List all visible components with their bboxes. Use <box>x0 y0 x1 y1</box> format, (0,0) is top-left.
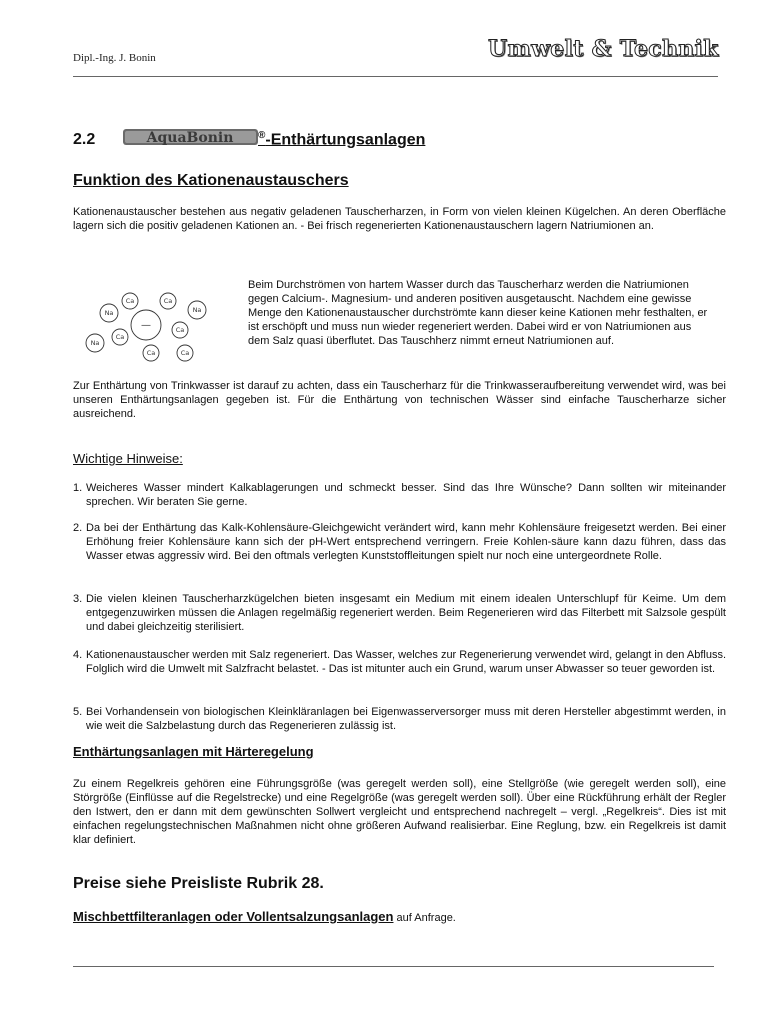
drinking-water-note: Zur Enthärtung von Trinkwasser ist darauf zu achten, dass ein Tauscherharz für die Trinkwasseraufbereitung verwendet wird, was bei unseren Enthärtungsanlagen gegeben ist. Für die Enthärtung von technischen Wässer sind einfache Tauscherharze sicher ausreichend. <box>73 380 726 420</box>
hint-item <box>73 648 726 676</box>
ion-label: Ca <box>125 297 135 305</box>
mixed-bed-title: Mischbettfilteranlagen oder Vollentsalzungsanlagen <box>73 909 394 924</box>
section-title <box>73 124 425 149</box>
hint-item <box>73 481 726 509</box>
function-intro: Kationenaustauscher bestehen aus negativ geladenen Tauscherharzen, in Form von vielen kleinen Kügelchen. An deren Oberfläche lagern sich die positiv geladenen Kationen an. - Bei frisch regenerierten Kationenaustauschern lagern Natriumionen an. <box>73 206 726 232</box>
function-heading: Funktion des Kationenaustauschers <box>73 172 349 189</box>
header-divider <box>73 76 718 77</box>
ion-label: Na <box>192 306 202 314</box>
hint-text: Kationenaustauscher werden mit Salz regeneriert. Das Wasser, welches zur Regenerierung verwendet wird, gelangt in den Abfluss. Folglich wird die Umwelt mit Salzfracht belastet. - Das ist mitunter auch ein Grund, warum unser Abwasser so teuer geworden ist. <box>86 649 726 675</box>
hint-number: 3. <box>73 593 83 605</box>
hint-number: 5. <box>73 706 83 718</box>
ion-exchange-diagram <box>73 275 221 373</box>
center-symbol: — <box>141 320 151 331</box>
aquabonin-logo <box>123 127 258 147</box>
hint-item <box>73 521 726 563</box>
hint-item <box>73 592 726 634</box>
ion-label: Ca <box>163 297 173 305</box>
hint-number: 4. <box>73 649 83 661</box>
ion-label: Ca <box>180 349 190 357</box>
registered-mark: ® <box>258 129 266 141</box>
prices-heading: Preise siehe Preisliste Rubrik 28. <box>73 875 324 892</box>
ion-label: Na <box>90 339 100 347</box>
ion-label: Ca <box>175 326 185 334</box>
hint-text: Die vielen kleinen Tauscherharzkügelchen bieten insgesamt ein Medium mit einem idealen Unterschlupf für Keime. Um dem entgegenzuwirken müssen die Anlagen regelmäßig regeneriert werden. Beim Regenerieren wird das Filterbett mit Salzsole gespült und dabei gleichzeitig sterilisiert. <box>86 593 726 633</box>
hint-item <box>73 705 726 733</box>
author-label: Dipl.-Ing. J. Bonin <box>73 52 156 64</box>
ion-label: Na <box>104 309 114 317</box>
section-title-rest: -Enthärtungsanlagen <box>265 131 426 148</box>
hint-number: 2. <box>73 522 83 534</box>
ion-label: Ca <box>115 333 125 341</box>
ion-label: Ca <box>146 349 156 357</box>
mixed-bed-line <box>73 908 456 926</box>
logo-text: AquaBonin <box>146 130 234 146</box>
section-number: 2.2 <box>73 131 96 148</box>
exchange-description: Beim Durchströmen von hartem Wasser durch das Tauscherharz werden die Natriumionen gegen Calcium-. Magnesium- und anderen positiven ausgetauscht. Nachdem eine gewisse Menge den Kationenaustauscher durchströmte kann dieser keine Kationen mehr festhalten, er ist erschöpft und muss nun wieder regeneriert werden. Dabei wird er von Natriumionen aus dem Salz quasi überflutet. Das Tauschherz nimmt erneut Natriumionen auf. <box>248 279 708 347</box>
footer-divider <box>73 966 714 967</box>
hint-number: 1. <box>73 482 83 494</box>
mixed-bed-suffix: auf Anfrage. <box>393 912 456 924</box>
regelung-text: Zu einem Regelkreis gehören eine Führungsgröße (was geregelt werden soll), eine Stellgröße (wie geregelt werden soll), eine Störgröße (Einflüsse auf die Regelstrecke) und eine Regelgröße (was geregelt werden soll). Über eine Rückführung erhält der Regler den Istwert, den er dann mit dem gewünschten Sollwert vergleicht und entsprechend nachregelt – vergl. „Regelkreis“. Dies ist mit einfachen regelungstechnischen Maßnahmen nicht ohne größeren Aufwand realisierbar. Eine Reglung, bzw. ein Regelkreis ist damit klar definiert. <box>73 778 726 846</box>
brand-title: Umwelt & Technik <box>488 36 719 62</box>
section-title-text <box>258 130 425 149</box>
hint-text: Bei Vorhandensein von biologischen Kleinkläranlagen bei Eigenwasserversorger muss mit deren Hersteller abgestimmt werden, in wie weit die Salzbelastung durch das Regenerieren zulässig ist. <box>86 706 726 732</box>
hints-heading: Wichtige Hinweise: <box>73 451 183 466</box>
hint-text: Da bei der Enthärtung das Kalk-Kohlensäure-Gleichgewicht verändert wird, kann mehr Kohlensäure freigesetzt werden. Bei einer Erhöhung freier Kohlensäure kann sich der pH-Wert entsprechend verringern. Freie Kohlen-säure kann dazu führen, dass das Wasser etwas aggressiv wird. Bei den oftmals verlegten Kunststoffleitungen spielt nur noch eine untergeordnete Rolle. <box>86 522 726 562</box>
regelung-heading: Enthärtungsanlagen mit Härteregelung <box>73 744 314 759</box>
hint-text: Weicheres Wasser mindert Kalkablagerungen und schmeckt besser. Sind das Ihre Wünsche? Dann sollten wir miteinander sprechen. Wir beraten Sie gerne. <box>86 482 726 508</box>
